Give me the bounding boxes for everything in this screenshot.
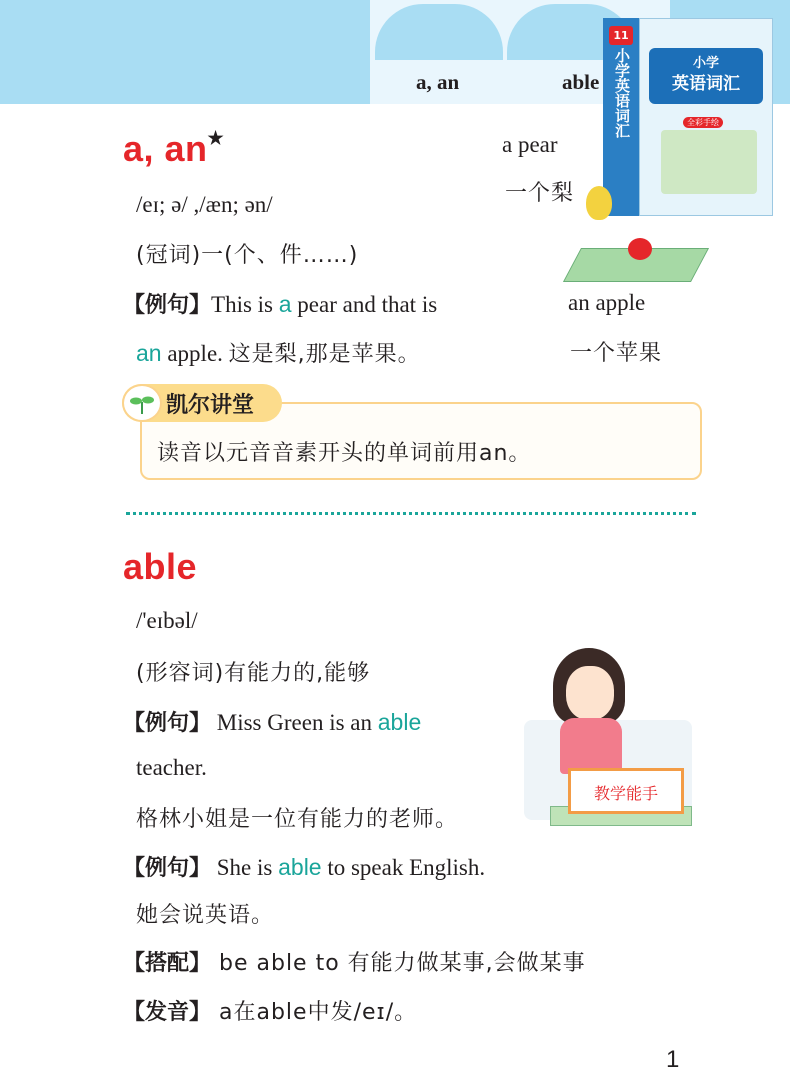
collocation-able: 【搭配】 be able to 有能力做某事,会做某事 [123,951,586,976]
girl-face [566,666,614,720]
section-divider [126,512,696,515]
caption-a-pear: a pear [502,132,558,157]
note-text: 读音以元音音素开头的单词前用an。 [157,441,532,466]
example-able-2: 【例句】 She is able to speak English. [123,854,486,881]
girl-body [560,718,622,774]
book-spine-number: 11 [609,26,633,45]
book-spine [603,18,639,216]
book-cover [603,18,773,216]
sign-text: 教学能手 [593,784,658,803]
pear-icon [586,186,612,220]
caption-a-pear-cn: 一个梨 [505,181,575,206]
phonetic-able: /'eɪbəl/ [136,608,198,633]
example-able-1-cont: teacher. [136,755,207,780]
header-tab-able[interactable]: able [562,70,600,94]
teacher-sign [568,768,684,814]
book-title-box [649,48,763,104]
star-icon: ★ [207,128,225,148]
example-able-2-cn: 她会说英语。 [136,903,275,928]
example-able-1-cn: 格林小姐是一位有能力的老师。 [136,807,459,832]
example-a-an-line1: 【例句】This is a pear and that is [123,291,438,318]
definition-able: (形容词)有能力的,能够 [136,661,371,686]
phonetic-a-an: /eɪ; ə/ ,/æn; ən/ [136,192,273,217]
sprout-icon [122,384,162,422]
book-spine-title: 小学英语词汇 [613,48,631,138]
book-badge: 全彩手绘 [683,110,723,129]
pronunciation-able: 【发音】 a在able中发/eɪ/。 [123,1000,418,1025]
apple-icon [628,238,652,260]
book-title-line1: 小学 [692,56,719,71]
headword-able: able [123,546,198,587]
caption-an-apple-cn: 一个苹果 [570,341,663,366]
example-a-an-line2: an apple. 这是梨,那是苹果。 [136,340,421,367]
example-able-1: 【例句】 Miss Green is an able [123,709,422,736]
header-tab-a-an[interactable]: a, an [416,70,460,94]
definition-a-an: (冠词)一(个、件……) [136,243,359,268]
page-number: 1 [666,1046,680,1073]
book-title-line2: 英语词汇 [672,74,740,94]
caption-an-apple: an apple [568,290,646,315]
note-title: 凯尔讲堂 [166,393,255,418]
headword-a-an: a, an★ [123,128,225,169]
book-illustration [661,130,757,194]
